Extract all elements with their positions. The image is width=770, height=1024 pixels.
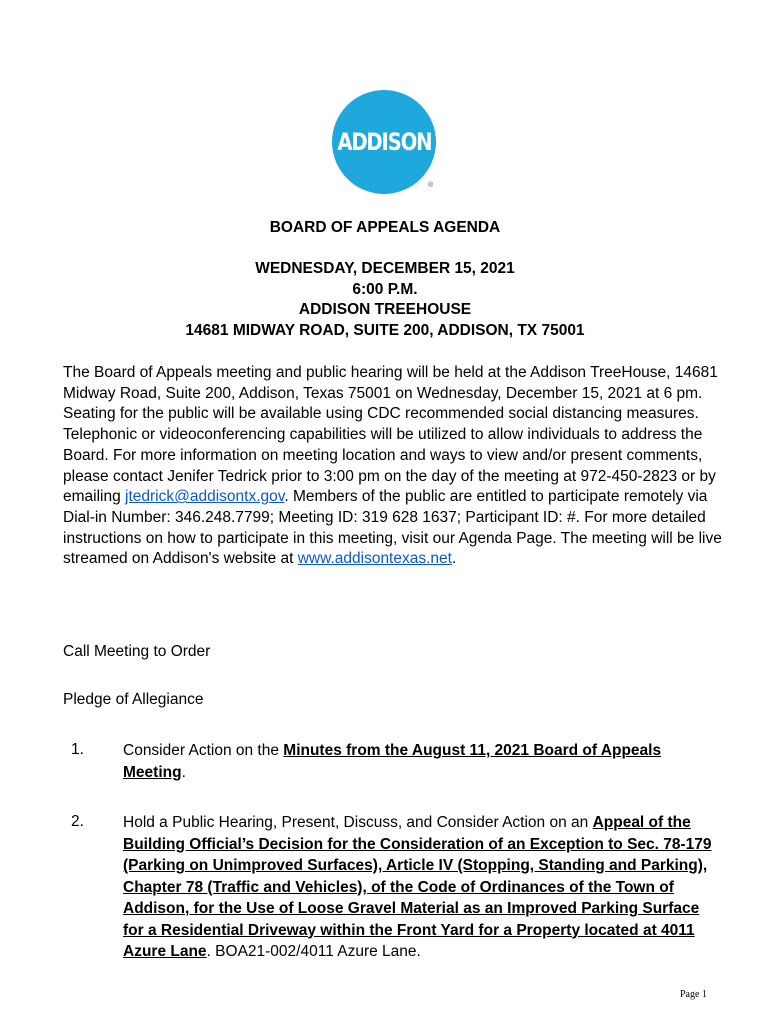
- item-2-suffix: . BOA21-002/4011 Azure Lane.: [206, 943, 421, 960]
- intro-text-1: The Board of Appeals meeting and public hearing will be held at the Addison TreeHouse, 14681 Midway Road, Suite 200, Addison, Texas 75001 on Wednesday, December 15, 2021 at 6 pm. Seating for the public will be available using CDC recommended social distancing measures. Telephonic or videoconferencing capabilities will be utilized to allow individuals to address the Board. For more information on meeting location and ways to view and/or present comments, please contact Jenifer Tedrick prior to 3:00 pm on the day of the meeting at 972-450-2823 or by emailing: [63, 364, 718, 506]
- website-link[interactable]: www.addisontexas.net: [297, 550, 452, 568]
- item-2-number: 2.: [71, 813, 84, 830]
- registered-mark: ®: [428, 182, 434, 189]
- call-to-order: Call Meeting to Order: [63, 643, 211, 660]
- intro-paragraph: [63, 363, 723, 570]
- intro-text-3: .: [451, 550, 457, 568]
- logo-text: ADDISON: [337, 128, 431, 156]
- item-1-bold: Minutes from the August 11, 2021 Board of Appeals Meeting: [123, 742, 662, 781]
- meeting-venue: ADDISON TREEHOUSE: [298, 301, 472, 318]
- intro-text-2: . Members of the public are entitled to participate remotely via Dial-in Number: 346.248.7799; Meeting ID: 319 628 1637; Participant ID: #. For more detailed instructions on how to participate in this meeting, visit our Agenda Page. The meeting will be live streamed on Addison's website at: [63, 488, 722, 568]
- item-2-prefix: Hold a Public Hearing, Present, Discuss, and Consider Action on an: [123, 814, 593, 831]
- logo-circle: [332, 90, 436, 194]
- pledge: Pledge of Allegiance: [63, 691, 204, 708]
- meeting-address: 14681 MIDWAY ROAD, SUITE 200, ADDISON, TX 75001: [185, 321, 585, 339]
- agenda-title: BOARD OF APPEALS AGENDA: [269, 219, 501, 236]
- item-1-number: 1.: [71, 741, 84, 758]
- meeting-info: [0, 259, 770, 341]
- item-1-text: [123, 740, 713, 783]
- email-link[interactable]: jtedrick@addisontx.gov: [125, 488, 285, 506]
- addison-logo: [332, 90, 438, 196]
- page-number: Page 1: [680, 989, 707, 1000]
- meeting-time: 6:00 P.M.: [352, 280, 418, 298]
- item-1-prefix: Consider Action on the: [123, 742, 284, 759]
- meeting-date: WEDNESDAY, DECEMBER 15, 2021: [255, 260, 515, 277]
- item-1-suffix: .: [181, 763, 186, 781]
- item-2-text: [123, 812, 713, 963]
- item-2-bold: Appeal of the Building Official’s Decision for the Consideration of an Exception to Sec. 78-179 (Parking on Unimproved Surfaces), Article IV (Stopping, Standing and Parking), Chapter 78 (Traffic and Vehicles), of the Code of Ordinances of the Town of Addison, for the Use of Loose Gravel Material as an Improved Parking Surface for a Residential Driveway within the Front Yard for a Property located at 4011 Azure Lane: [123, 814, 712, 960]
